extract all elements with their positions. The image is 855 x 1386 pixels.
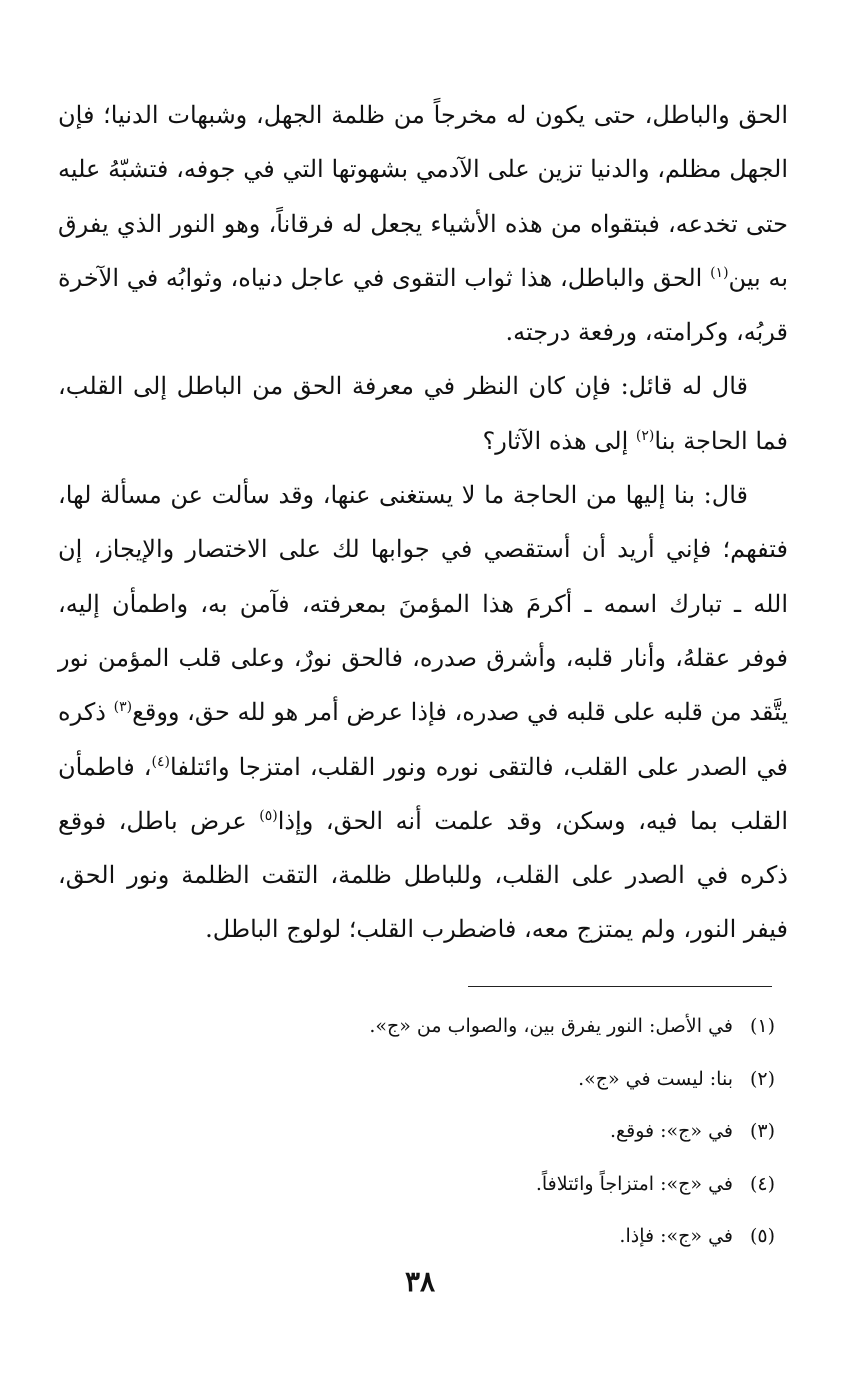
footnote xyxy=(200,1158,775,1211)
footnote-separator xyxy=(468,986,772,987)
footnote xyxy=(200,1210,775,1263)
footnote-marker-3: (٣) xyxy=(113,699,133,716)
footnote-marker-4: (٤) xyxy=(151,753,171,770)
paragraph-2-text-b: إلى هذه الآثار؟ xyxy=(482,426,636,455)
footnote-text: في «ج»: فإذا. xyxy=(619,1225,733,1247)
page-number: ٣٨ xyxy=(404,1265,436,1298)
footnote-marker-1: (١) xyxy=(710,264,729,281)
paragraph-2 xyxy=(58,359,788,468)
footnote-number: (١) xyxy=(749,1015,775,1037)
paragraph-3-text-a: قال: بنا إليها من الحاجة ما لا يستغنى عنها، وقد سألت عن مسألة لها، فتفهم؛ فإني أريد أن أستقصي في جوابها لك على الاختصار والإيجاز، إن الله ـ تبارك اسمه ـ أكرمَ هذا المؤمنَ بمعرفته، فآمن به، واطمأن إليه، فوفر عقلهُ، وأنار قلبه، وأشرق صدره، فالحق نورٌ، وعلى قلب المؤمن نور يتَّقد من قلبه على قلبه في صدره، فإذا عرض أمر هو لله حق، ووقع xyxy=(58,481,788,727)
footnote-marker-5: (٥) xyxy=(259,807,278,824)
footnote-number: (٢) xyxy=(749,1067,775,1090)
paragraph-3-text-b: ذكره في الصدر على القلب، فالتقى نوره ونور القلب، امتزجا وائتلفا xyxy=(58,698,788,781)
paragraph-3-text-d: عرض باطل، فوقع ذكره في الصدر على القلب، وللباطل ظلمة، التقت الظلمة ونور الحق، فيفر النور، ولم يمتزج معه، فاضطرب القلب؛ لولوج الباطل. xyxy=(58,806,788,944)
paragraph-1-text-a: الحق والباطل، حتى يكون له مخرجاً من ظلمة الجهل، وشبهات الدنيا؛ فإن الجهل مظلم، والدنيا تزين على الآدمي بشهوتها التي في جوفه، فتشبّهُ عليه حتى تخدعه، فبتقواه من هذه الأشياء يجعل له فرقاناً، وهو النور الذي يفرق به بين xyxy=(58,101,789,292)
footnote-text: في «ج»: امتزاجاً وائتلافاً. xyxy=(535,1172,733,1195)
paragraph-3-text-c: ، فاطمأن القلب بما فيه، وسكن، وقد علمت أنه الحق، وإذا xyxy=(58,752,788,835)
footnote-number: (٣) xyxy=(749,1120,775,1142)
footnote-marker-2: (٢) xyxy=(635,427,655,444)
paragraph-2-text-a: قال له قائل: فإن كان النظر في معرفة الحق من الباطل إلى القلب، فما الحاجة بنا xyxy=(58,372,788,455)
footnote xyxy=(200,1105,775,1158)
footnote xyxy=(200,1000,775,1053)
footnote xyxy=(200,1053,775,1106)
footnotes xyxy=(200,1000,775,1263)
footnote-text: في «ج»: فوقع. xyxy=(609,1120,733,1142)
footnote-text: في الأصل: النور يفرق بين، والصواب من «ج». xyxy=(369,1015,733,1037)
main-text xyxy=(58,88,788,957)
footnote-text: بنا: ليست في «ج». xyxy=(578,1067,733,1090)
paragraph-1-text-b: الحق والباطل، هذا ثواب التقوى في عاجل دنياه، وثوابُه في الآخرة قربُه، وكرامته، ورفعة درجته. xyxy=(58,263,788,347)
footnote-number: (٤) xyxy=(749,1172,775,1195)
footnote-number: (٥) xyxy=(749,1225,775,1247)
paragraph-3 xyxy=(58,468,788,957)
paragraph-1 xyxy=(58,88,788,359)
